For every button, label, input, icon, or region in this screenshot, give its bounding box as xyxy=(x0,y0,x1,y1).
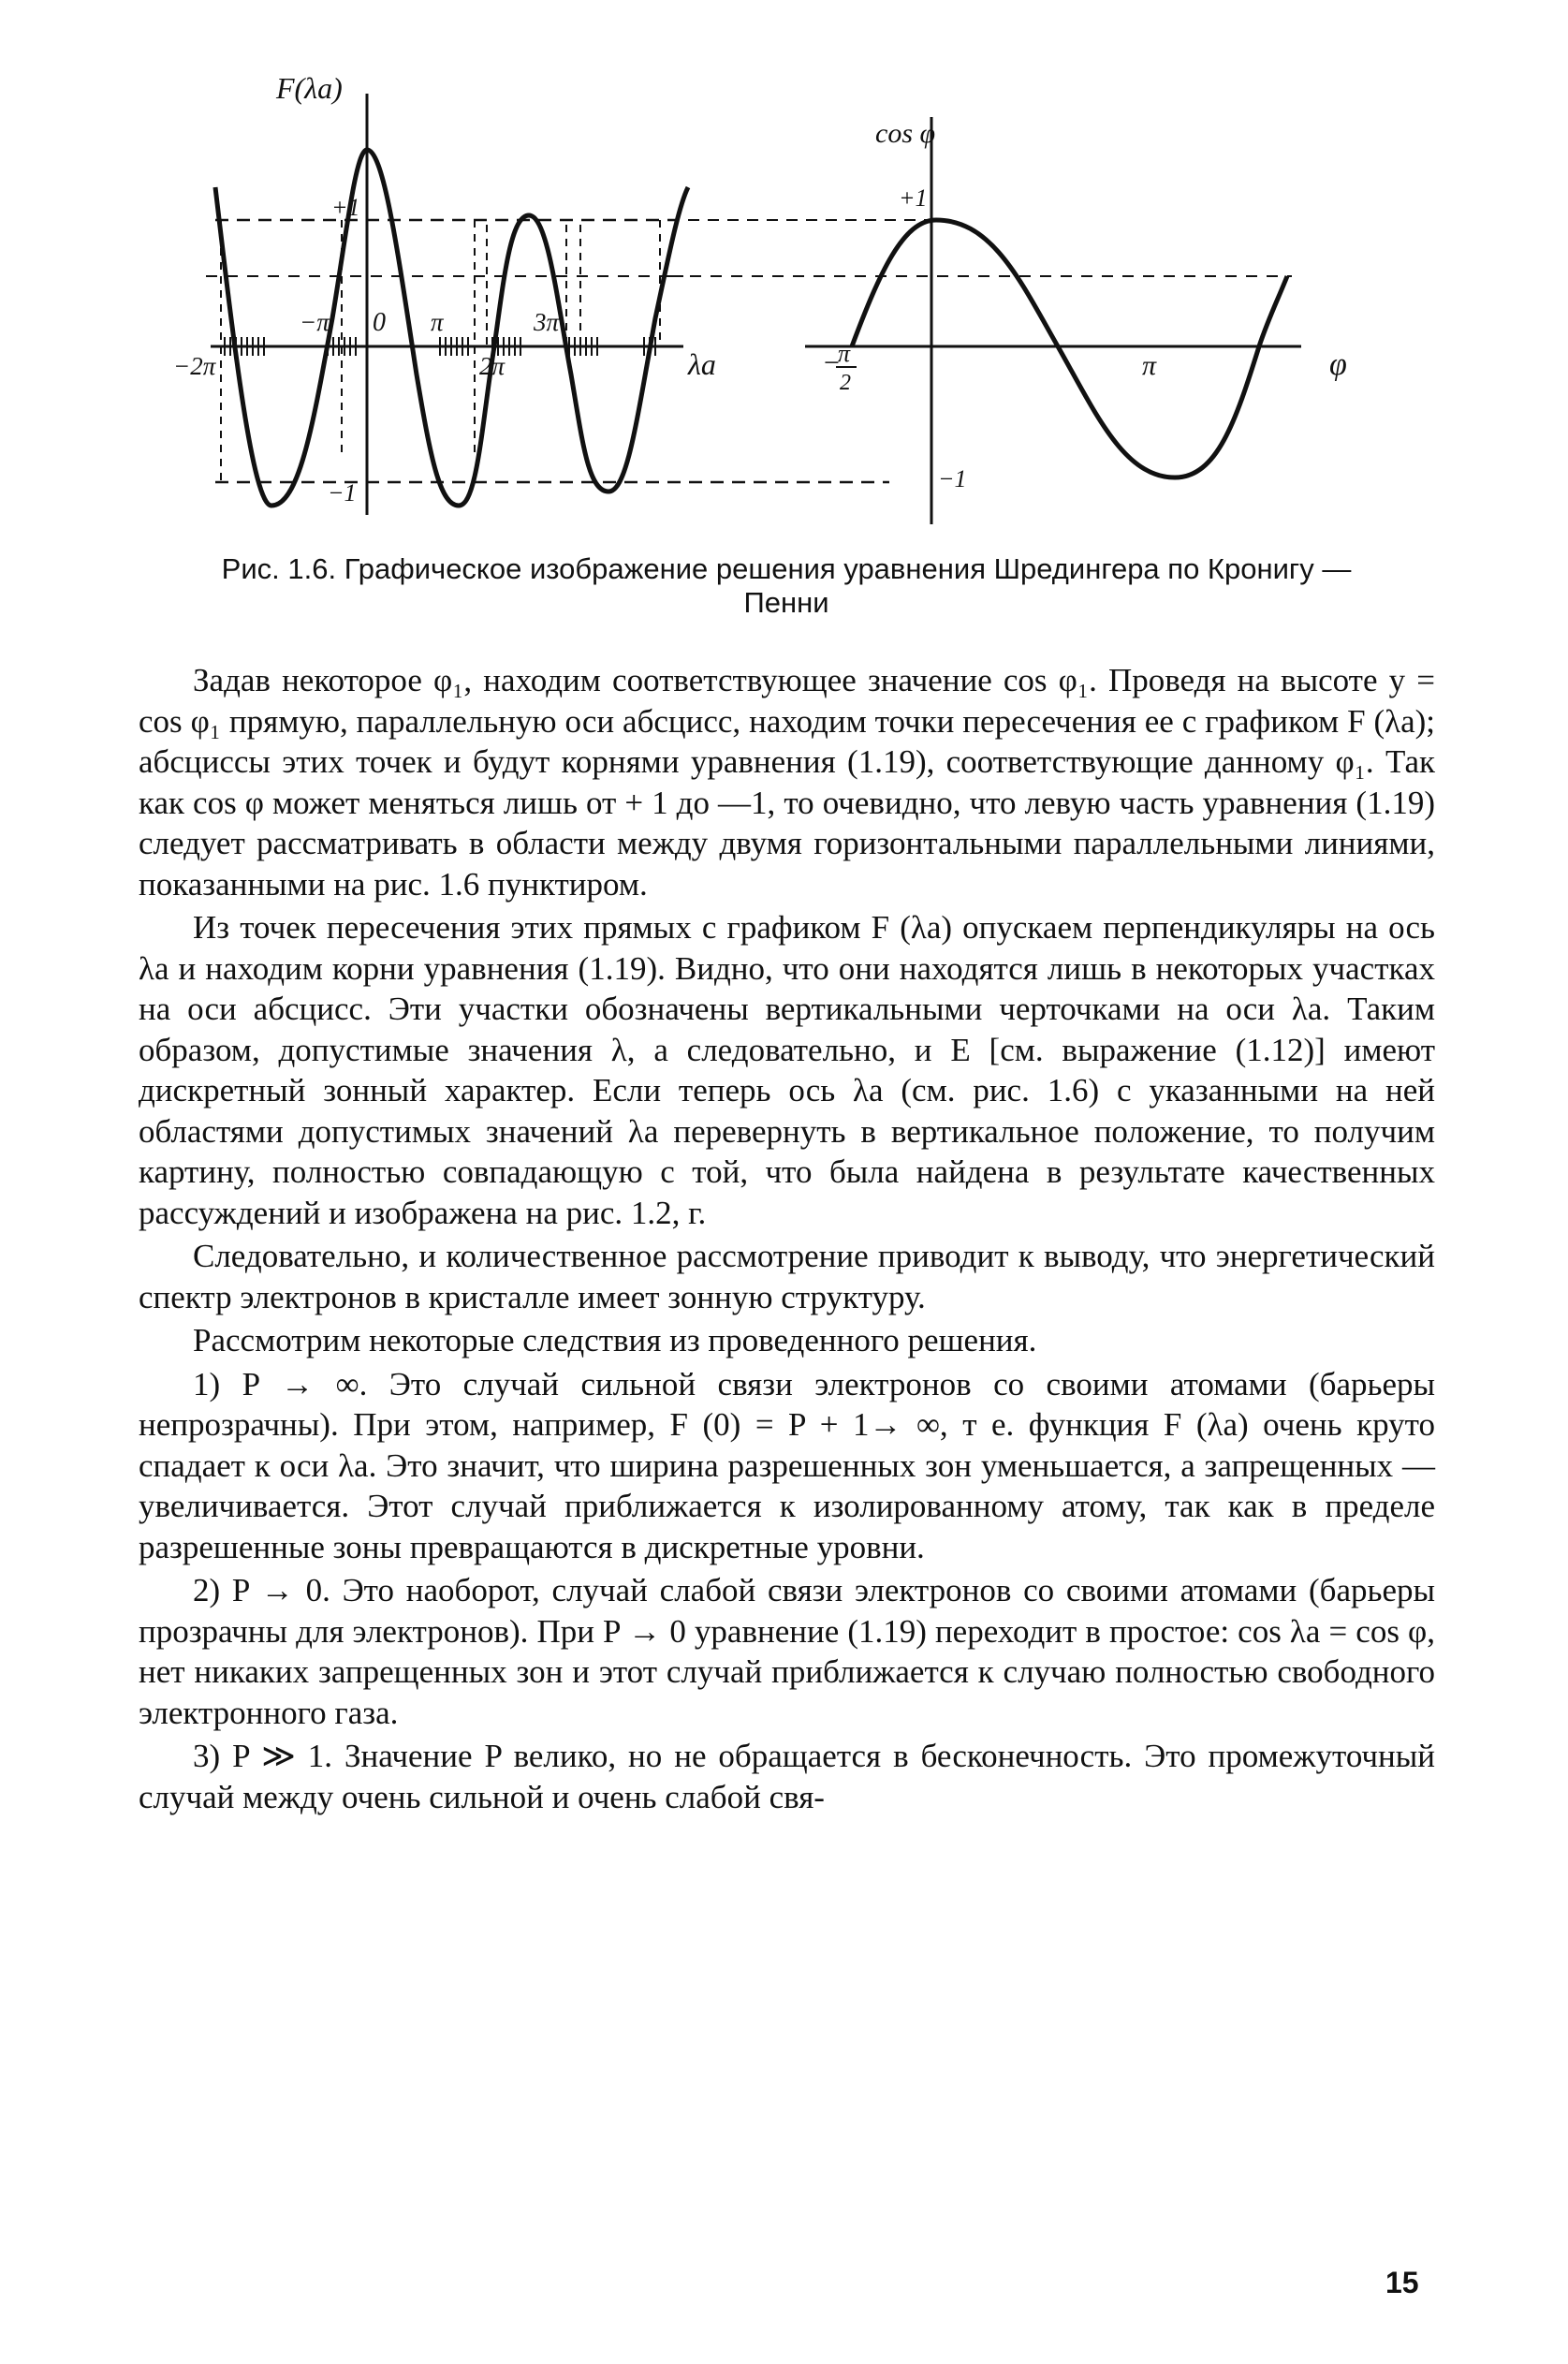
tick-minus-pi-half-den: 2 xyxy=(840,371,851,395)
f-lambda-a-curve xyxy=(215,150,688,506)
tick-2pi: 2π xyxy=(479,352,506,380)
right-tick-pi: π xyxy=(1142,350,1157,381)
left-plus-one-label: +1 xyxy=(331,194,360,221)
right-plus-one-label: +1 xyxy=(899,184,928,212)
left-y-label: F(λa) xyxy=(276,71,343,105)
paragraph: Следовательно, и количественное рассмотрение приводит к выводу, что энергетический спектр электронов в кристалле имеет зонную структуру. xyxy=(139,1238,1435,1315)
caption-line-1: Рис. 1.6. Графическое изображение решения уравнения Шредингера по Кронигу — xyxy=(221,552,1352,585)
paragraph: 2) P → 0. Это наоборот, случай слабой связи электронов со своими атомами (барьеры прозрачны для электронов). При P → 0 уравнение (1.19) переходит в простое: cos λa = cos φ, нет никаких запрещенных зон и этот случай приближается к случаю полностью свободного электронного газа. xyxy=(139,1572,1435,1731)
tick-3pi: 3π xyxy=(534,308,560,336)
right-minus-one-label: −1 xyxy=(938,465,967,492)
caption-line-2: Пенни xyxy=(743,586,829,619)
figure-caption xyxy=(140,552,1432,620)
tick-pi: π xyxy=(431,308,444,336)
figure-svg xyxy=(159,66,1432,534)
right-y-label: cos φ xyxy=(875,118,936,149)
paragraph: 1) P → ∞. Это случай сильной связи электронов со своими атомами (барьеры непрозрачны). При этом, например, F (0) = P + 1→ ∞, т е. функция F (λa) очень круто спадает к оси λa. Это значит, что ширина разрешенных зон уменьшается, а запрещенных — увеличивается. Этот случай приближается к изолированному атому, так как в пределе разрешенные зоны превращаются в дискретные уровни. xyxy=(139,1365,1435,1565)
tick-minus-pi-half-num: π xyxy=(838,340,851,367)
tick-minus-pi-half-sign: − xyxy=(822,347,842,378)
cos-phi-curve xyxy=(852,220,1287,477)
left-x-label: λa xyxy=(688,347,716,381)
page-number: 15 xyxy=(1385,2266,1419,2299)
left-zero-label: 0 xyxy=(373,308,386,337)
tick-minus-2pi: −2π xyxy=(173,352,216,380)
paragraph: Рассмотрим некоторые следствия из проведенного решения. xyxy=(193,1322,1037,1358)
body-text xyxy=(139,660,1435,1820)
paragraph: 3) P ≫ 1. Значение P велико, но не обращается в бесконечность. Это промежуточный случай между очень сильной и очень слабой свя- xyxy=(139,1738,1435,1815)
right-x-label: φ xyxy=(1329,347,1347,382)
left-minus-one-label: −1 xyxy=(328,479,357,507)
figure-1-6 xyxy=(159,66,1432,534)
paragraph: Из точек пересечения этих прямых с графиком F (λa) опускаем перпендикуляры на ось λa и находим корни уравнения (1.19). Видно, что они находятся лишь в некоторых участках на оси абсцисс. Эти участки обозначены вертикальными черточками на оси λa. Таким образом, допустимые значения λ, а следовательно, и E [см. выражение (1.12)] имеют дискретный зонный характер. Если теперь ось λa (см. рис. 1.6) с указанными на ней областями допустимых значений λa перевернуть в вертикальное положение, то получим картину, полностью совпадающую с той, что была найдена в результате качественных рассуждений и изображена на рис. 1.2, г. xyxy=(139,909,1435,1231)
tick-minus-pi: −π xyxy=(300,308,330,336)
paragraph: Задав некоторое φ₁, находим соответствующее значение cos φ₁. Проведя на высоте y = cos φ₁ прямую, параллельную оси абсцисс, находим точки пересечения ее с графиком F (λa); абсциссы этих точек и будут корнями уравнения (1.19), соответствующие данному φ₁. Так как cos φ может меняться лишь от + 1 до —1, то очевидно, что левую часть уравнения (1.19) следует рассматривать в области между двумя горизонтальными параллельными линиями, показанными на рис. 1.6 пунктиром. xyxy=(139,662,1435,903)
